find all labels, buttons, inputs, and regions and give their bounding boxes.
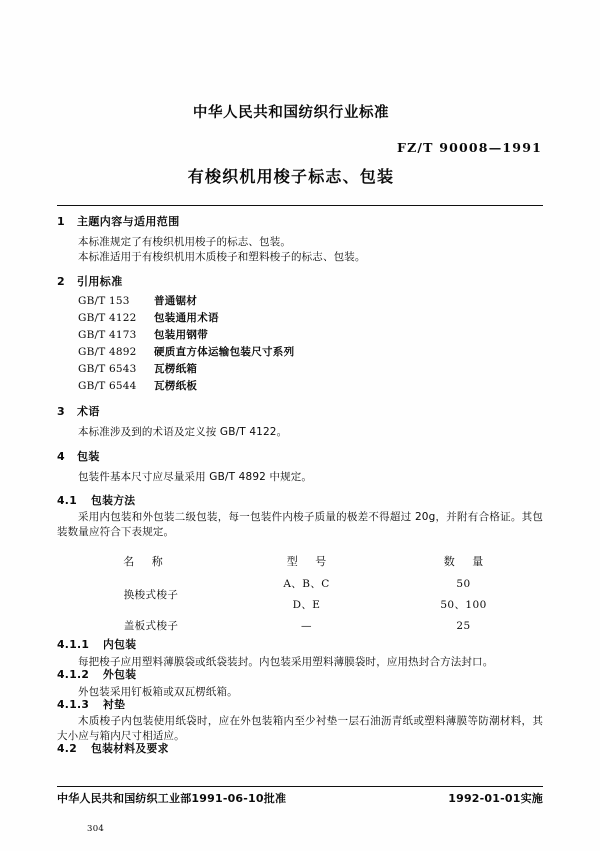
reference-name: 瓦楞纸箱 bbox=[154, 362, 198, 375]
page-number: 304 bbox=[87, 824, 105, 834]
section-heading-4-1 bbox=[57, 493, 543, 507]
reference-code: GB/T 4173 bbox=[78, 328, 137, 341]
table-header-quantity: 数 量 bbox=[443, 555, 491, 569]
list-item bbox=[78, 327, 543, 344]
packaging-quantity-table-wrapper bbox=[57, 549, 543, 637]
page-footer bbox=[57, 790, 543, 808]
section-heading-1 bbox=[57, 216, 543, 227]
section-number-4-1: 4.1 bbox=[57, 493, 78, 507]
table-row bbox=[57, 574, 543, 595]
section-4-1-3-paragraph-1: 木质梭子内包装使用纸袋时，应在外包装箱内至少衬垫一层石油沥青纸或塑料薄膜等防潮材料，其大小应与箱内尺寸相适应。 bbox=[57, 715, 543, 743]
table-cell-quantity: 25 bbox=[456, 620, 471, 633]
section-title-4: 包装 bbox=[77, 449, 100, 463]
table-header-row bbox=[57, 549, 543, 574]
table-cell-quantity: 50 bbox=[456, 578, 471, 591]
table-header-name: 名 称 bbox=[123, 555, 170, 569]
section-title-4-1-2: 外包装 bbox=[103, 667, 137, 681]
section-4-paragraph-1: 包装件基本尺寸应尽量采用 GB/T 4892 中规定。 bbox=[78, 470, 313, 483]
section-4-1-paragraph-1: 采用内包装和外包装二级包装，每一包装件内梭子质量的极差不得超过 20g，并附有合格证。其包装数量应符合下表规定。 bbox=[57, 511, 543, 539]
section-heading-4-1-2 bbox=[57, 667, 543, 681]
table-cell-model: D、E bbox=[292, 599, 321, 612]
section-number-4-1-3: 4.1.3 bbox=[57, 697, 90, 711]
reference-name: 硬质直方体运输包装尺寸系列 bbox=[154, 345, 295, 358]
section-title-1: 主题内容与适用范围 bbox=[77, 215, 180, 228]
document-title: 有梭织机用梭子标志、包装 bbox=[187, 167, 395, 186]
section-3-paragraph-1: 本标准涉及到的术语及定义按 GB/T 4122。 bbox=[78, 425, 288, 438]
section-title-3: 术语 bbox=[77, 404, 100, 418]
table-header-model: 型 号 bbox=[286, 555, 334, 569]
section-number-4-2: 4.2 bbox=[57, 742, 78, 756]
table-row bbox=[57, 616, 543, 637]
list-item bbox=[78, 378, 543, 395]
reference-name: 普通锯材 bbox=[154, 294, 198, 307]
section-number-4-1-2: 4.1.2 bbox=[57, 667, 90, 681]
table-cell-name: 换梭式梭子 bbox=[123, 588, 179, 601]
section-heading-4-1-1 bbox=[57, 640, 543, 651]
list-item bbox=[78, 361, 543, 378]
reference-name: 瓦楞纸板 bbox=[154, 379, 198, 392]
reference-code: GB/T 153 bbox=[78, 294, 130, 307]
header-divider bbox=[57, 205, 543, 206]
section-number-4-1-1: 4.1.1 bbox=[57, 638, 90, 652]
approval-statement: 中华人民共和国纺织工业部1991-06-10批准 bbox=[57, 792, 287, 805]
section-title-4-1-1: 内包装 bbox=[103, 638, 137, 652]
section-number-2: 2 bbox=[57, 274, 66, 288]
list-item bbox=[78, 293, 543, 310]
section-1-paragraph-1: 本标准规定了有梭织机用梭子的标志、包装。 bbox=[78, 236, 291, 248]
issuing-authority-line: 中华人民共和国纺织行业标准 bbox=[192, 105, 390, 121]
reference-code: GB/T 4122 bbox=[78, 311, 137, 324]
section-heading-2 bbox=[57, 276, 543, 287]
table-cell-name: 盖板式梭子 bbox=[123, 620, 179, 633]
section-number-4: 4 bbox=[57, 449, 66, 463]
section-number-3: 3 bbox=[57, 404, 66, 418]
table-cell-model: A、B、C bbox=[283, 578, 330, 591]
standard-number: FZ/T 90008—1991 bbox=[397, 140, 542, 155]
section-heading-4-2 bbox=[57, 744, 543, 755]
section-heading-3 bbox=[57, 406, 543, 417]
section-title-2: 引用标准 bbox=[77, 274, 123, 288]
list-item bbox=[78, 310, 543, 327]
footer-divider bbox=[57, 786, 543, 787]
section-heading-4 bbox=[57, 451, 543, 462]
section-heading-4-1-3 bbox=[57, 697, 543, 711]
table-cell-quantity: 50、100 bbox=[440, 599, 487, 612]
list-item bbox=[78, 344, 543, 361]
referenced-standards-list bbox=[57, 293, 543, 395]
section-1-paragraph-2: 本标准适用于有梭织机用木质梭子和塑料梭子的标志、包装。 bbox=[78, 250, 366, 263]
reference-code: GB/T 6543 bbox=[78, 362, 137, 375]
section-title-4-1-3: 衬垫 bbox=[103, 697, 126, 711]
reference-code: GB/T 4892 bbox=[78, 345, 137, 358]
section-title-4-1: 包装方法 bbox=[91, 493, 136, 507]
section-4-1-2-paragraph-1: 外包装采用钉板箱或双瓦楞纸箱。 bbox=[78, 685, 238, 698]
implementation-date: 1992-01-01实施 bbox=[448, 792, 543, 805]
packaging-quantity-table bbox=[57, 549, 543, 637]
document-body bbox=[57, 216, 543, 755]
section-title-4-2: 包装材料及要求 bbox=[91, 742, 169, 756]
reference-name: 包装用钢带 bbox=[154, 328, 208, 341]
reference-code: GB/T 6544 bbox=[78, 379, 137, 392]
masthead bbox=[58, 106, 542, 198]
section-number-1: 1 bbox=[57, 215, 66, 228]
reference-name: 包装通用术语 bbox=[154, 311, 219, 324]
section-4-1-1-paragraph-1: 每把梭子应用塑料薄膜袋或纸袋装封。内包装采用塑料薄膜袋时，应用热封合方法封口。 bbox=[78, 656, 494, 669]
table-cell-model: — bbox=[301, 620, 312, 633]
